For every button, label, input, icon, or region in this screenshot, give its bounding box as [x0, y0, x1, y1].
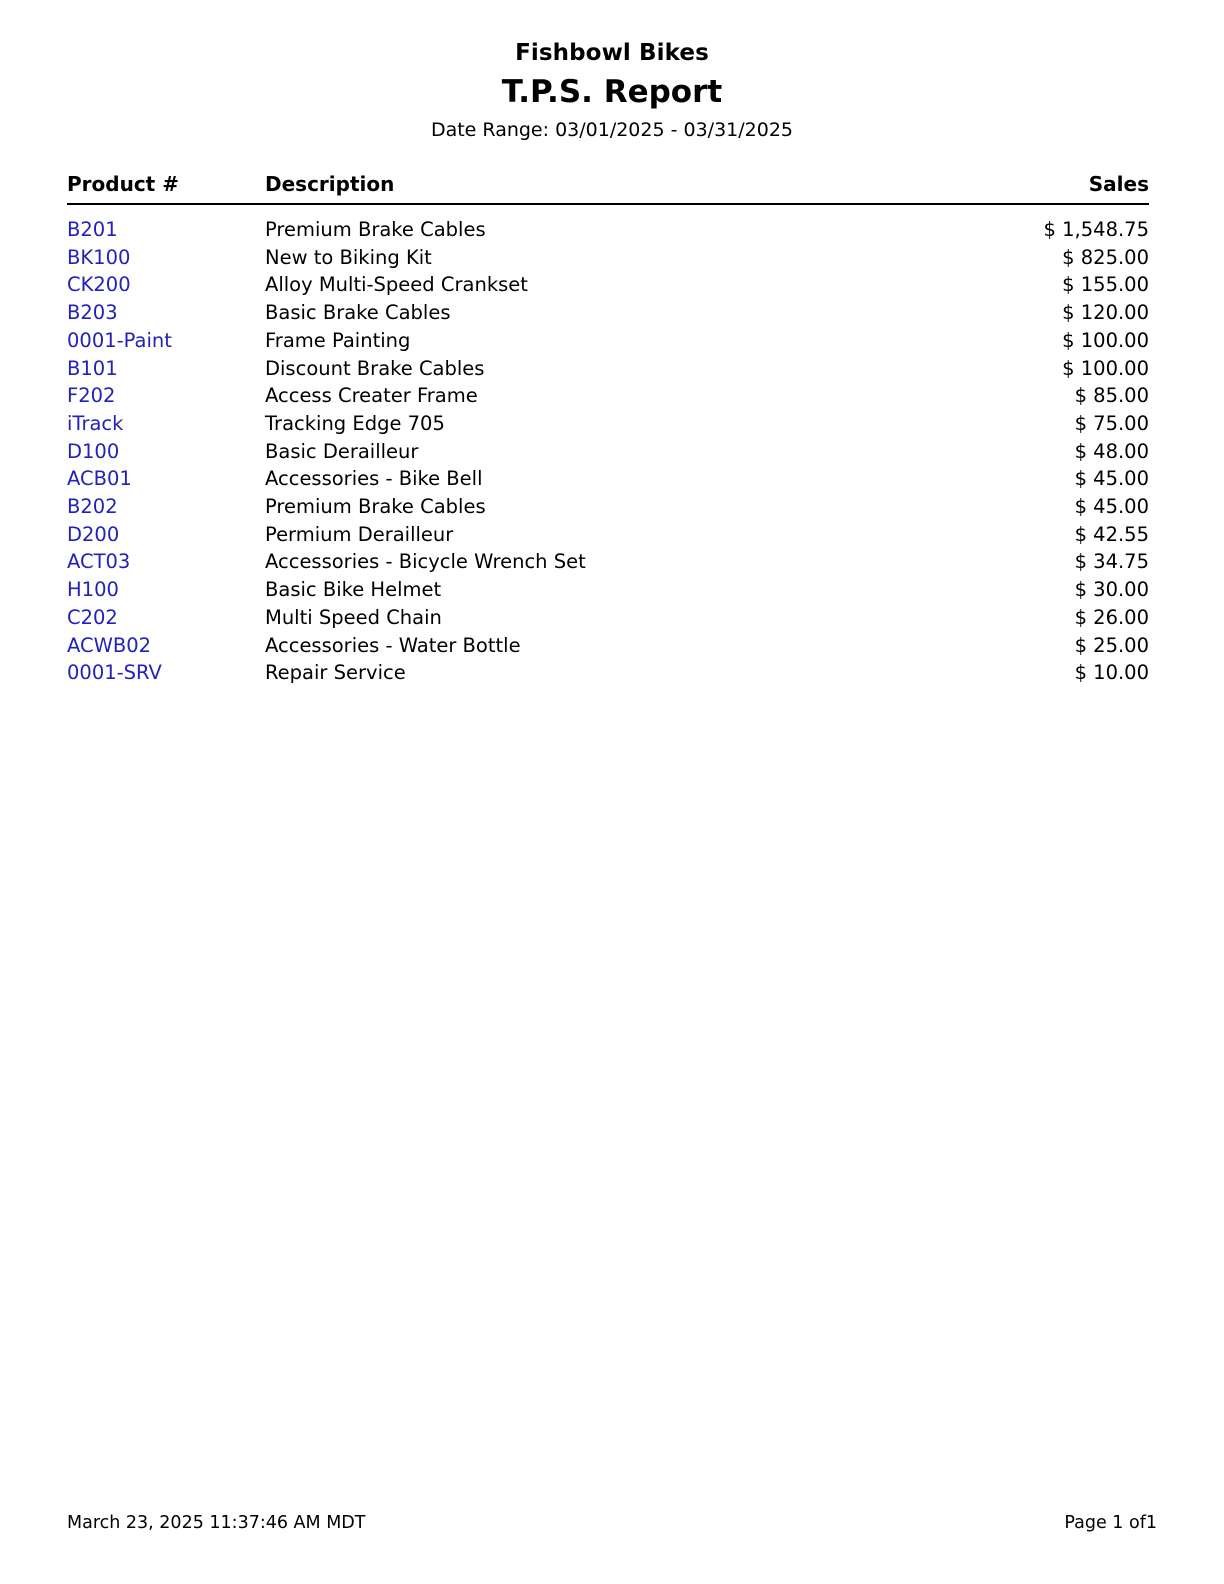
cell-product-number: [67, 244, 265, 272]
table-row: [67, 493, 1149, 521]
product-link[interactable]: F202: [67, 384, 116, 408]
product-link[interactable]: iTrack: [67, 411, 124, 435]
column-header-product: Product #: [67, 172, 265, 204]
table-row: [67, 244, 1149, 272]
product-link[interactable]: ACB01: [67, 467, 132, 491]
table-row: [67, 382, 1149, 410]
company-name: Fishbowl Bikes: [515, 40, 709, 66]
cell-product-number: [67, 299, 265, 327]
product-link[interactable]: 0001-Paint: [67, 328, 172, 352]
table-row: [67, 327, 1149, 355]
cell-description: Permium Derailleur: [265, 522, 454, 546]
product-link[interactable]: BK100: [67, 245, 131, 269]
cell-product-number: [67, 438, 265, 466]
table-header-row: [67, 172, 1149, 204]
cell-sales-amount: $ 34.75: [1074, 550, 1149, 574]
cell-description: Basic Bike Helmet: [265, 578, 442, 602]
cell-sales-amount: $ 48.00: [1074, 439, 1149, 463]
cell-product-number: [67, 465, 265, 493]
table-row: [67, 410, 1149, 438]
cell-sales-amount: $ 26.00: [1074, 605, 1149, 629]
product-link[interactable]: ACT03: [67, 550, 131, 574]
table-row: [67, 604, 1149, 632]
cell-sales-amount: $ 155.00: [1062, 273, 1149, 297]
cell-description: Premium Brake Cables: [265, 495, 486, 519]
cell-sales-amount: $ 120.00: [1062, 301, 1149, 325]
report-header: [0, 38, 1224, 143]
product-link[interactable]: D200: [67, 522, 120, 546]
cell-sales-amount: $ 30.00: [1074, 578, 1149, 602]
date-range-subtitle: Date Range: 03/01/2025 - 03/31/2025: [430, 119, 794, 141]
cell-product-number: [67, 632, 265, 660]
cell-description: Discount Brake Cables: [265, 356, 485, 380]
cell-description: Premium Brake Cables: [265, 218, 486, 241]
cell-product-number: [67, 493, 265, 521]
table-row: [67, 521, 1149, 549]
table-body: [67, 204, 1149, 687]
cell-product-number: [67, 355, 265, 383]
footer-timestamp: March 23, 2025 11:37:46 AM MDT: [67, 1513, 366, 1533]
cell-sales-amount: $ 45.00: [1074, 467, 1149, 491]
table-row: [67, 204, 1149, 244]
product-link[interactable]: ACWB02: [67, 633, 152, 657]
table-row: [67, 438, 1149, 466]
cell-sales-amount: $ 25.00: [1074, 633, 1149, 657]
cell-description: Access Creater Frame: [265, 384, 478, 408]
report-table-container: [67, 172, 1149, 687]
cell-description: Alloy Multi-Speed Crankset: [265, 273, 528, 297]
cell-description: Frame Painting: [265, 328, 411, 352]
cell-product-number: [67, 327, 265, 355]
page-title: T.P.S. Report: [501, 74, 723, 110]
cell-product-number: [67, 604, 265, 632]
table-row: [67, 271, 1149, 299]
cell-description: Accessories - Bike Bell: [265, 467, 483, 491]
cell-product-number: [67, 382, 265, 410]
product-link[interactable]: H100: [67, 578, 119, 602]
cell-product-number: [67, 659, 265, 687]
cell-product-number: [67, 410, 265, 438]
cell-product-number: [67, 548, 265, 576]
table-row: [67, 465, 1149, 493]
cell-sales-amount: $ 85.00: [1074, 384, 1149, 408]
cell-description: New to Biking Kit: [265, 245, 432, 269]
product-link[interactable]: B203: [67, 301, 118, 325]
cell-description: Accessories - Bicycle Wrench Set: [265, 550, 586, 574]
product-link[interactable]: C202: [67, 605, 118, 629]
product-link[interactable]: B101: [67, 356, 118, 380]
cell-description: Tracking Edge 705: [265, 411, 445, 435]
table-row: [67, 355, 1149, 383]
cell-description: Repair Service: [265, 661, 406, 685]
table-row: [67, 576, 1149, 604]
column-header-description: Description: [265, 172, 919, 204]
table-header: [67, 172, 1149, 204]
table-row: [67, 548, 1149, 576]
cell-product-number: [67, 204, 265, 244]
footer-page-number: Page 1 of1: [1064, 1513, 1157, 1533]
column-header-sales: Sales: [919, 172, 1149, 204]
product-link[interactable]: B201: [67, 218, 118, 241]
cell-product-number: [67, 576, 265, 604]
cell-sales-amount: $ 42.55: [1074, 522, 1149, 546]
cell-product-number: [67, 271, 265, 299]
cell-description: Basic Brake Cables: [265, 301, 451, 325]
cell-sales-amount: $ 825.00: [1062, 245, 1149, 269]
cell-description: Multi Speed Chain: [265, 605, 442, 629]
product-link[interactable]: CK200: [67, 273, 131, 297]
report-footer: [67, 1511, 1157, 1535]
cell-sales-amount: $ 45.00: [1074, 495, 1149, 519]
cell-sales-amount: $ 100.00: [1062, 328, 1149, 352]
table-row: [67, 659, 1149, 687]
product-link[interactable]: 0001-SRV: [67, 661, 162, 685]
product-link[interactable]: D100: [67, 439, 120, 463]
sales-table: [67, 172, 1149, 687]
cell-sales-amount: $ 10.00: [1074, 661, 1149, 685]
cell-description: Basic Derailleur: [265, 439, 419, 463]
cell-sales-amount: $ 100.00: [1062, 356, 1149, 380]
cell-sales-amount: $ 75.00: [1074, 411, 1149, 435]
cell-description: Accessories - Water Bottle: [265, 633, 521, 657]
product-link[interactable]: B202: [67, 495, 118, 519]
cell-product-number: [67, 521, 265, 549]
table-row: [67, 299, 1149, 327]
cell-sales-amount: $ 1,548.75: [1043, 218, 1149, 241]
table-row: [67, 632, 1149, 660]
